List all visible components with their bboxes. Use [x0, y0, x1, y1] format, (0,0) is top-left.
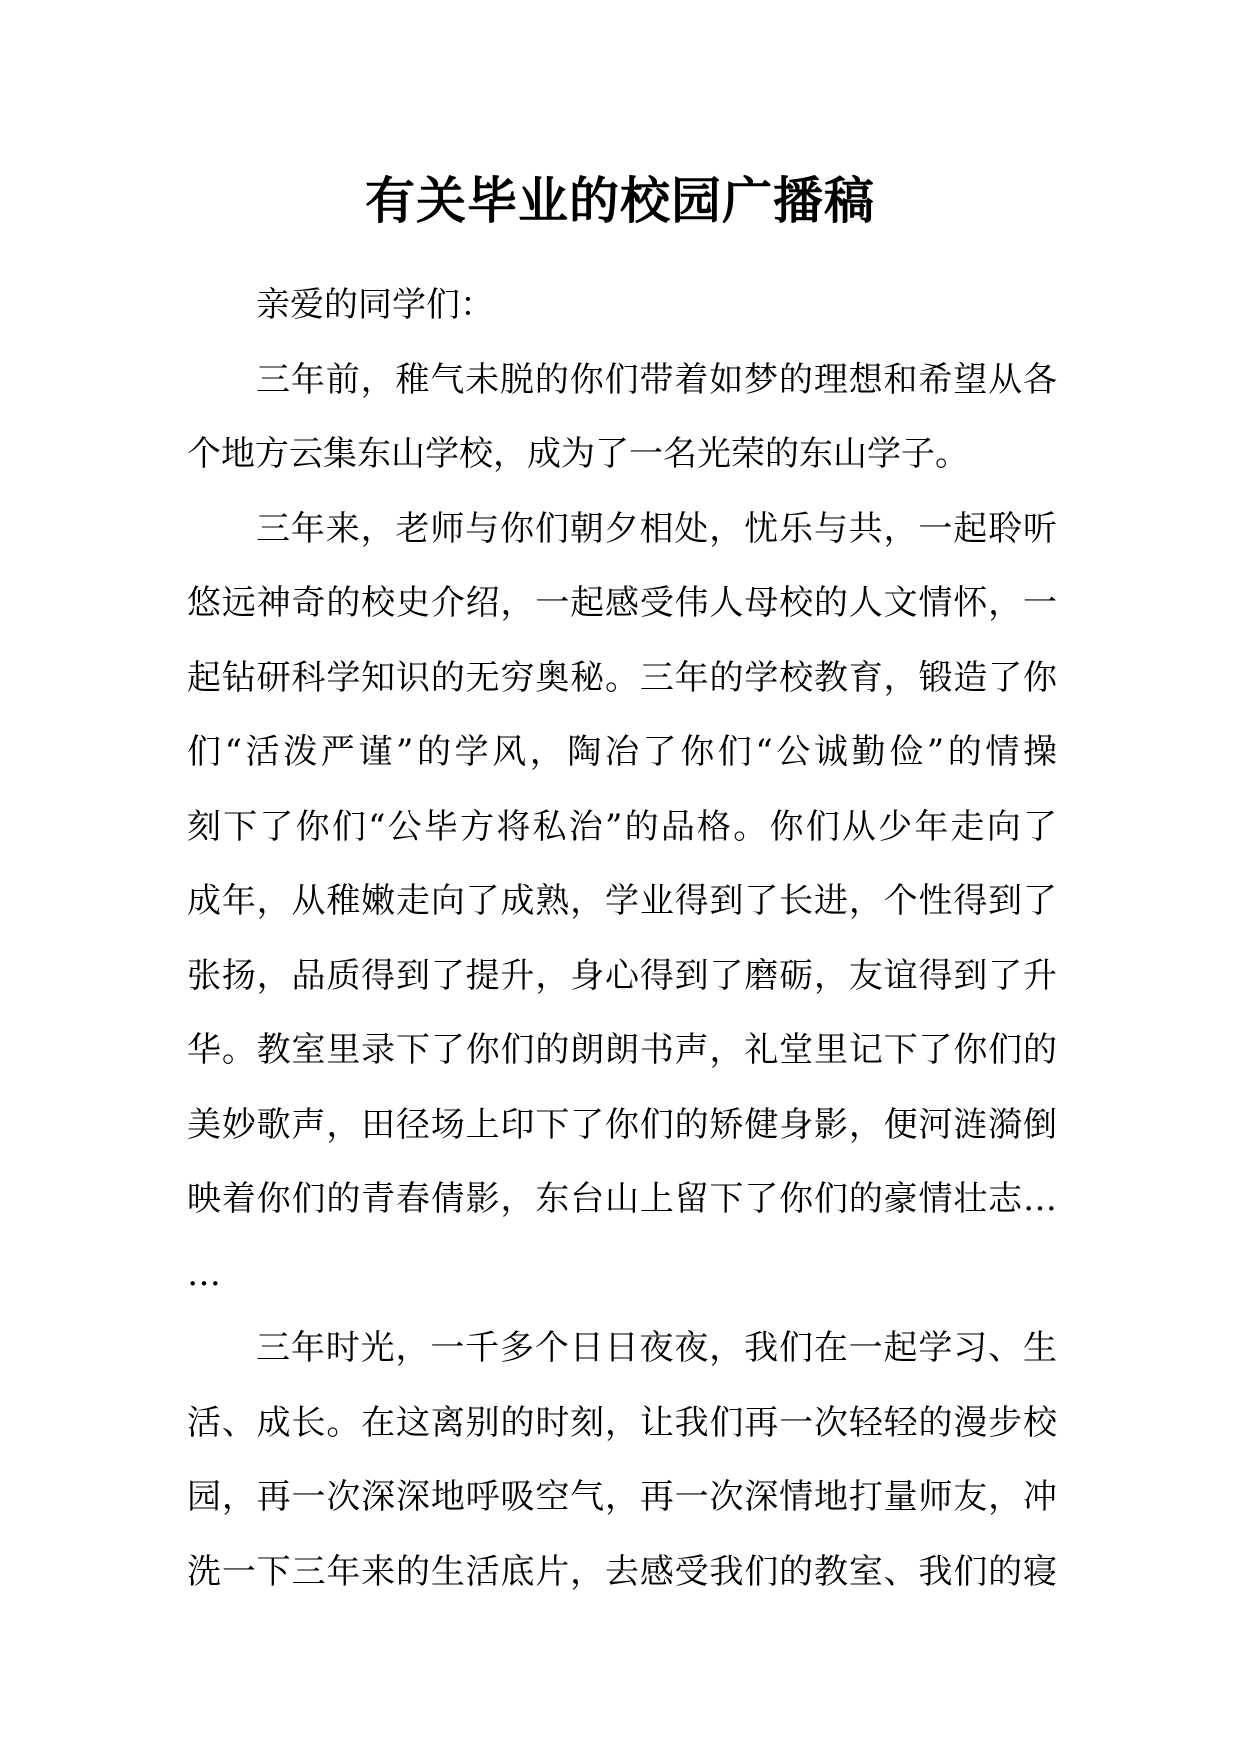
text-line: 成年，从稚嫩走向了成熟，学业得到了长进，个性得到了 [187, 881, 1057, 921]
text-line: 亲爱的同学们： [256, 285, 494, 325]
text-line: 三年时光，一千多个日日夜夜，我们在一起学习、生 [256, 1328, 1057, 1368]
text-line: 洗一下三年来的生活底片，去感受我们的教室、我们的寝 [187, 1551, 1057, 1592]
document-body [187, 268, 1057, 1609]
text-line: 美妙歌声，田径场上印下了你们的矫健身影，便河涟漪倒 [187, 1104, 1057, 1145]
text-line: 活、成长。在这离别的时刻，让我们再一次轻轻的漫步校 [187, 1402, 1057, 1443]
text-line: 映着你们的青春倩影，东台山上留下了你们的豪情壮志… [187, 1179, 1057, 1219]
document-title: 有关毕业的校园广播稿 [365, 171, 875, 230]
text-line: 三年前，稚气未脱的你们带着如梦的理想和希望从各 [256, 359, 1057, 400]
text-line: … [187, 1253, 221, 1294]
text-line: 园，再一次深深地呼吸空气，再一次深情地打量师友，冲 [187, 1477, 1057, 1517]
text-line: 悠远神奇的校史介绍，一起感受伟人母校的人文情怀，一 [187, 583, 1057, 623]
text-line: 张扬，品质得到了提升，身心得到了磨砺，友谊得到了升 [187, 955, 1057, 996]
text-line: 刻下了你们“公毕方将私治”的品格。你们从少年走向了 [187, 806, 1057, 847]
text-line: 华。教室里录下了你们的朗朗书声，礼堂里记下了你们的 [187, 1030, 1057, 1070]
text-line: 起钻研科学知识的无穷奥秘。三年的学校教育，锻造了你 [187, 657, 1057, 698]
text-line: 们“活泼严谨”的学风，陶冶了你们“公诚勤俭”的情操 [187, 732, 1057, 772]
text-line: 个地方云集东山学校，成为了一名光荣的东山学子。 [187, 434, 969, 474]
text-line: 三年来，老师与你们朝夕相处，忧乐与共，一起聆听 [256, 508, 1057, 549]
